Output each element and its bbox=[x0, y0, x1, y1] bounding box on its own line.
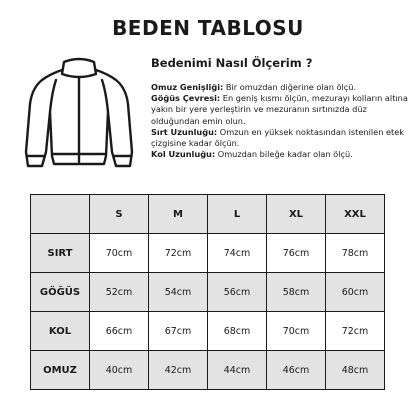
measurement-list bbox=[151, 82, 411, 160]
table-row bbox=[31, 273, 385, 312]
table-cell: 78cm bbox=[326, 234, 385, 273]
table-cell: 72cm bbox=[326, 312, 385, 351]
measurement-item-shoulder bbox=[151, 82, 411, 93]
table-cell: 76cm bbox=[267, 234, 326, 273]
measurement-heading: Bedenimi Nasıl Ölçerim ? bbox=[151, 56, 313, 70]
row-label: GÖĞÜS bbox=[31, 273, 90, 312]
size-header: XL bbox=[267, 195, 326, 234]
size-header: L bbox=[208, 195, 267, 234]
size-header: M bbox=[149, 195, 208, 234]
table-cell: 46cm bbox=[267, 351, 326, 390]
measurement-label: Kol Uzunluğu: bbox=[151, 149, 216, 160]
table-row bbox=[31, 234, 385, 273]
table-cell: 67cm bbox=[149, 312, 208, 351]
measurement-item-back bbox=[151, 127, 411, 149]
measurement-label: Omuz Genişliği: bbox=[151, 82, 224, 92]
size-header: S bbox=[90, 195, 149, 234]
table-cell: 60cm bbox=[326, 273, 385, 312]
size-table bbox=[30, 194, 385, 390]
measurement-desc: Omzun en yüksek noktasından istenilen etek çizgisine kadar ölçün. bbox=[151, 126, 405, 149]
measurement-desc: Omuzdan bileğe kadar olan ölçü. bbox=[215, 149, 353, 160]
measurement-item-chest bbox=[151, 93, 411, 127]
table-header-row bbox=[31, 195, 385, 234]
table-cell: 66cm bbox=[90, 312, 149, 351]
measurement-desc: Bir omuzdan diğerine olan ölçü. bbox=[223, 82, 357, 92]
table-row bbox=[31, 351, 385, 390]
table-cell: 48cm bbox=[326, 351, 385, 390]
table-cell: 68cm bbox=[208, 312, 267, 351]
table-cell: 70cm bbox=[90, 234, 149, 273]
size-header: XXL bbox=[326, 195, 385, 234]
table-cell: 52cm bbox=[90, 273, 149, 312]
measurement-item-sleeve bbox=[151, 149, 411, 160]
jacket-icon bbox=[20, 52, 138, 174]
table-cell: 58cm bbox=[267, 273, 326, 312]
measurement-guide bbox=[151, 56, 411, 160]
table-cell: 44cm bbox=[208, 351, 267, 390]
table-cell: 54cm bbox=[149, 273, 208, 312]
table-row bbox=[31, 312, 385, 351]
table-corner bbox=[31, 195, 90, 234]
measurement-desc: En geniş kısmı ölçün, mezurayı kolların altına yakın bir yere yerleştirin ve mezuranın sırtınızda düz olduğundan emin olun. bbox=[151, 93, 408, 126]
page-title: BEDEN TABLOSU bbox=[112, 16, 304, 40]
table-cell: 74cm bbox=[208, 234, 267, 273]
table-cell: 72cm bbox=[149, 234, 208, 273]
row-label: OMUZ bbox=[31, 351, 90, 390]
row-label: SIRT bbox=[31, 234, 90, 273]
measurement-label: Göğüs Çevresi: bbox=[151, 93, 221, 104]
table-cell: 40cm bbox=[90, 351, 149, 390]
row-label: KOL bbox=[31, 312, 90, 351]
table-cell: 70cm bbox=[267, 312, 326, 351]
table-cell: 56cm bbox=[208, 273, 267, 312]
table-cell: 42cm bbox=[149, 351, 208, 390]
measurement-label: Sırt Uzunluğu: bbox=[151, 126, 218, 137]
